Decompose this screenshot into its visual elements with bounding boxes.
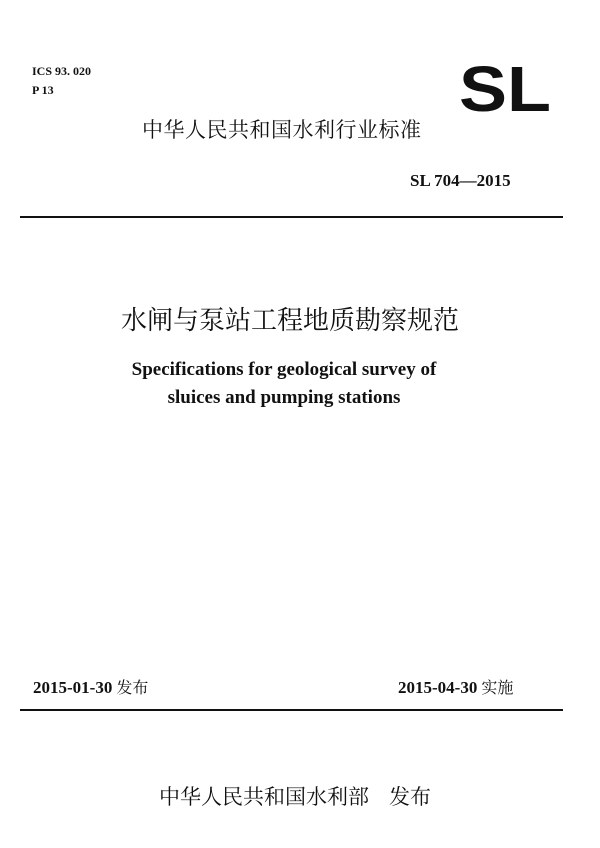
standard-number: SL 704—2015 xyxy=(410,171,511,190)
sl-logo xyxy=(458,60,552,114)
publisher: 中华人民共和国水利部 发布 xyxy=(158,785,432,809)
issue-date: 2015-01-30 xyxy=(33,678,113,697)
issue-date-block xyxy=(33,676,148,700)
effective-date-block xyxy=(398,676,513,700)
standard-category: 中华人民共和国水利行业标准 xyxy=(142,118,422,142)
title-english-line-2: sluices and pumping stations xyxy=(167,387,401,408)
top-divider xyxy=(20,216,563,218)
bottom-divider xyxy=(20,709,563,711)
title-chinese: 水闸与泵站工程地质勘察规范 xyxy=(120,306,459,336)
ics-code: ICS 93. 020 xyxy=(32,64,92,78)
title-english-line-1: Specifications for geological survey of xyxy=(131,359,437,380)
effective-label: 实施 xyxy=(481,678,514,697)
issue-label: 发布 xyxy=(116,678,149,697)
effective-date: 2015-04-30 xyxy=(398,678,478,697)
sl-logo-text: SL xyxy=(459,60,551,114)
ccs-code: P 13 xyxy=(32,83,54,97)
